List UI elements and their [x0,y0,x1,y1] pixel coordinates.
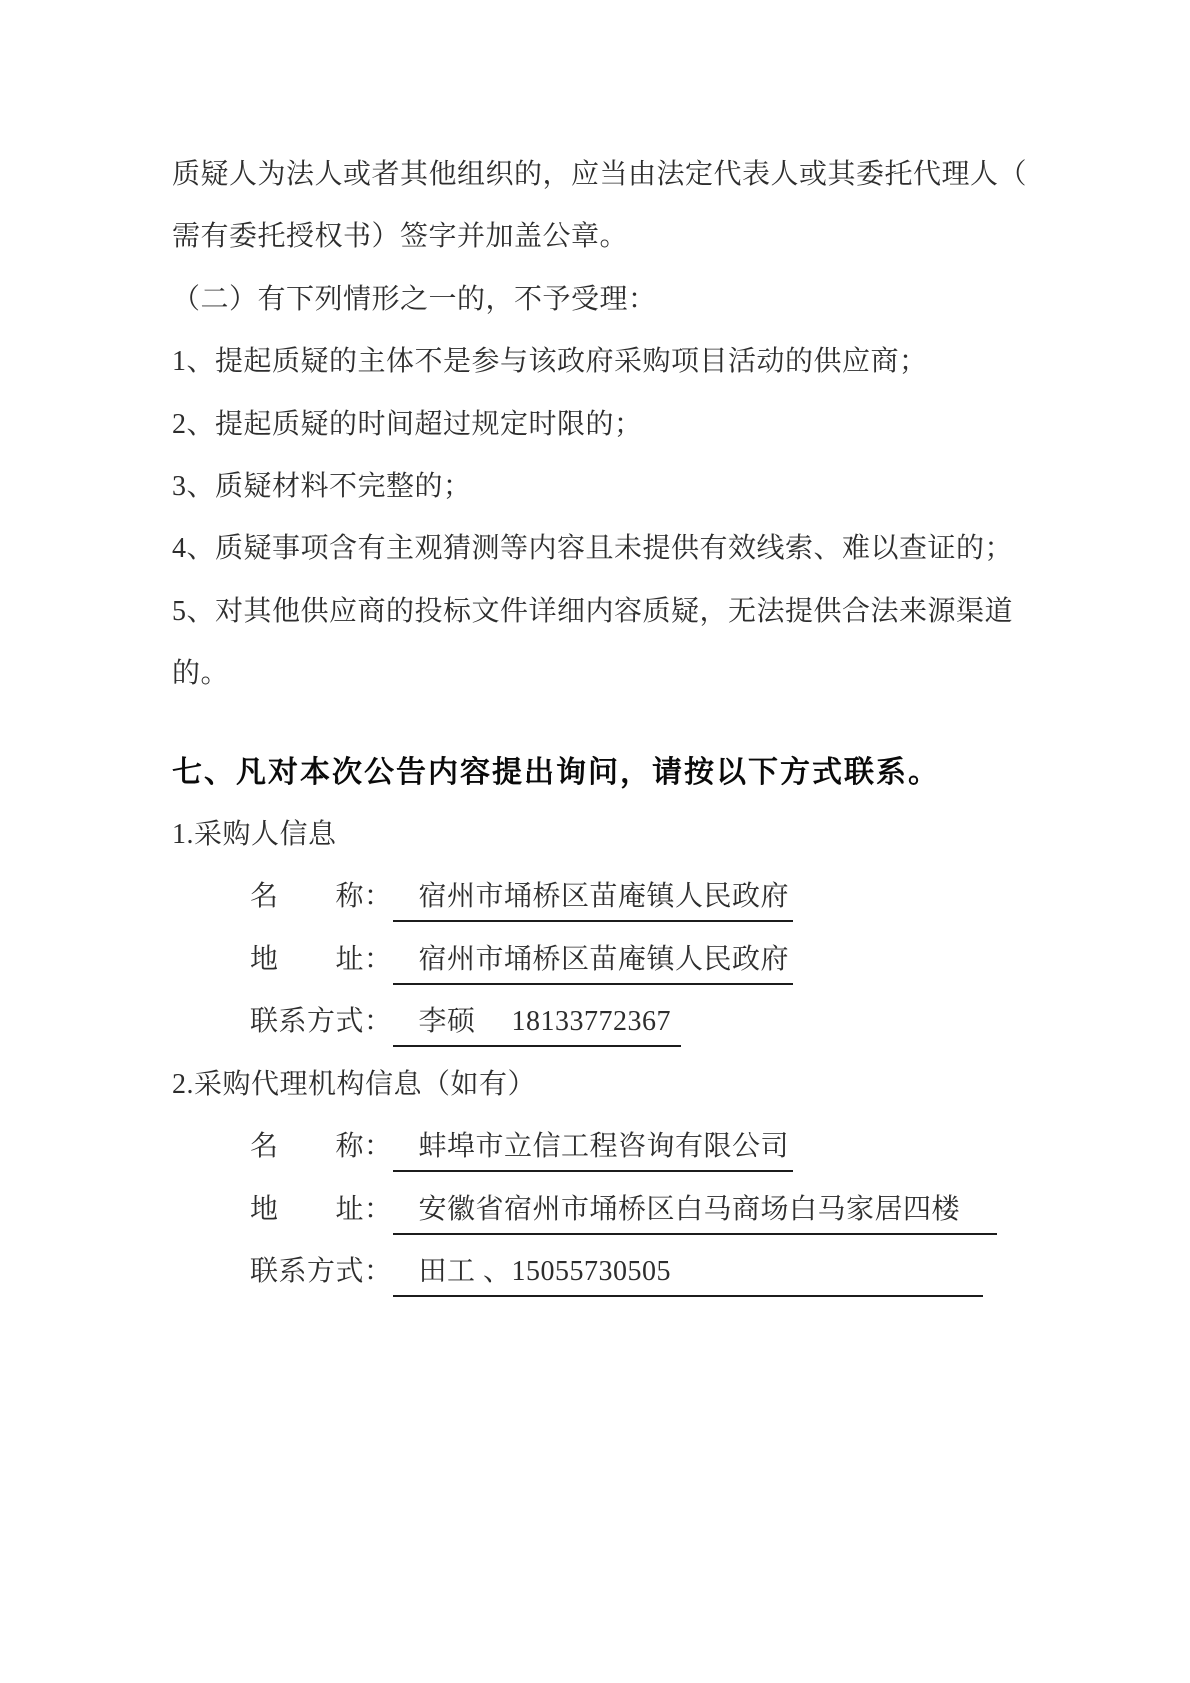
purchaser-address-row [250,929,1020,991]
body-line-6: 3、质疑材料不完整的； [172,471,472,503]
agency-address-value: 安徽省宿州市埇桥区白马商场白马家居四楼 [393,1187,997,1235]
purchaser-address-value: 宿州市埇桥区苗庵镇人民政府 [393,937,794,985]
agency-address-label: 地 址： [250,1193,393,1225]
purchaser-name-row [250,866,1020,928]
purchaser-address-label: 地 址： [250,943,393,975]
purchaser-contact-row [250,991,1020,1053]
agency-contact-row [250,1241,1020,1303]
purchaser-contact-label: 联系方式： [250,1006,393,1038]
agency-name-value: 蚌埠市立信工程咨询有限公司 [393,1124,794,1172]
body-line-1: 质疑人为法人或者其他组织的，应当由法定代表人或其委托代理人（ [172,159,1028,190]
section-heading: 七、凡对本次公告内容提出询问，请按以下方式联系。 [172,755,940,789]
purchaser-contact-value: 李硕 18133772367 [393,999,681,1047]
purchaser-name-label: 名 称： [250,881,393,913]
body-line-7: 4、质疑事项含有主观猜测等内容且未提供有效线索、难以查证的； [172,533,1014,565]
body-line-4: 1、提起质疑的主体不是参与该政府采购项目活动的供应商； [172,346,928,378]
agency-contact-label: 联系方式： [250,1255,393,1287]
purchaser-name-value: 宿州市埇桥区苗庵镇人民政府 [393,874,794,922]
agency-address-row [250,1179,1020,1241]
body-line-9: 的。 [172,658,230,690]
purchaser-section-title: 1.采购人信息 [172,819,337,851]
agency-section-title: 2.采购代理机构信息（如有） [172,1068,537,1100]
body-line-8: 5、对其他供应商的投标文件详细内容质疑，无法提供合法来源渠道 [172,595,1014,627]
document-content [172,144,1028,1303]
body-line-5: 2、提起质疑的时间超过规定时限的； [172,408,643,440]
body-line-3: （二）有下列情形之一的，不予受理： [172,283,657,315]
body-line-2: 需有委托授权书）签字并加盖公章。 [172,221,629,253]
agency-contact-value: 田工 、15055730505 [393,1249,983,1297]
agency-name-label: 名 称： [250,1131,393,1163]
agency-name-row [250,1116,1020,1178]
